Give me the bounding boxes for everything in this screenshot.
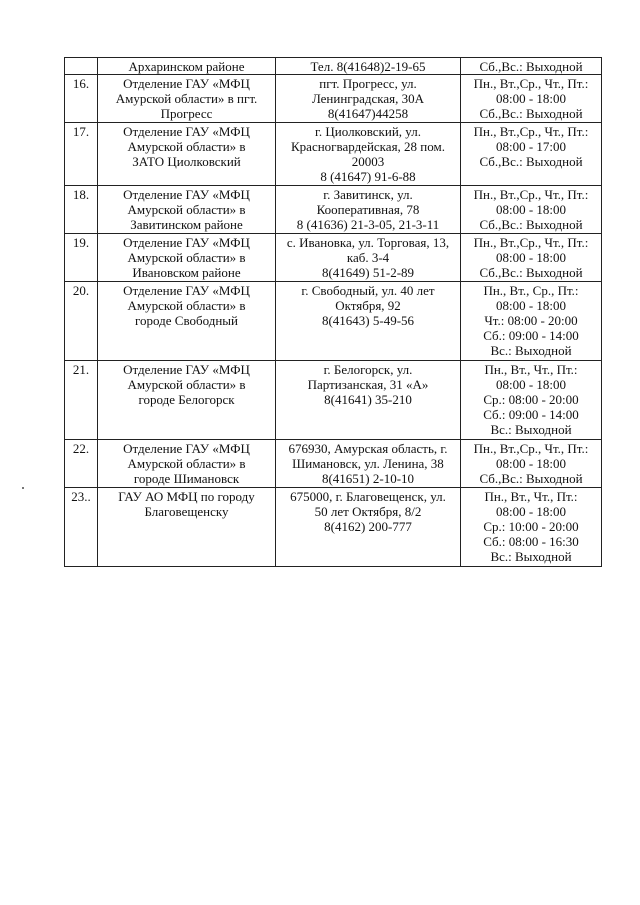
office-address-cell [276, 361, 461, 440]
office-name-line: Отделение ГАУ «МФЦ [123, 441, 250, 456]
table-row [65, 186, 602, 234]
office-hours-line: Пн., Вт.,Ср., Чт., Пт.: [473, 76, 589, 91]
office-name-line: городе Белогорск [138, 392, 235, 407]
office-hours-line: Пн., Вт.,Ср., Чт., Пт.: [473, 124, 589, 139]
row-number [65, 58, 98, 75]
office-hours-line: Вс.: Выходной [490, 549, 572, 564]
row-number: 16. [65, 75, 98, 123]
office-hours-line: Сб.: 09:00 - 14:00 [483, 407, 579, 422]
office-name-line: Амурской области» в [127, 202, 246, 217]
mfc-offices-table [64, 57, 602, 567]
office-hours-line: Пн., Вт., Чт., Пт.: [484, 362, 578, 377]
office-name-line: Отделение ГАУ «МФЦ [123, 283, 250, 298]
office-address-line: 675000, г. Благовещенск, ул. [290, 489, 446, 504]
office-name-line: Отделение ГАУ «МФЦ [123, 124, 250, 139]
table-row [65, 282, 602, 361]
table-row [65, 361, 602, 440]
office-hours-line: Пн., Вт., Ср., Пт.: [483, 283, 579, 298]
office-name-cell [98, 282, 276, 361]
office-hours-line: 08:00 - 18:00 [495, 91, 567, 106]
office-address-line: 20003 [351, 154, 385, 169]
office-address-line: 8(41643) 5-49-56 [321, 313, 415, 328]
office-address-line: 8 (41636) 21-3-05, 21-3-11 [296, 217, 440, 232]
office-hours-line: Сб.,Вс.: Выходной [479, 59, 583, 74]
office-name-cell [98, 234, 276, 282]
office-address-line: 8 (41647) 91-6-88 [320, 169, 416, 184]
office-hours-line: Пн., Вт., Чт., Пт.: [484, 489, 578, 504]
office-name-line: Амурской области» в [127, 377, 246, 392]
office-name-cell [98, 58, 276, 75]
office-name-line: ЗАТО Циолковский [132, 154, 241, 169]
office-hours-line: Ср.: 08:00 - 20:00 [483, 392, 579, 407]
office-name-cell [98, 361, 276, 440]
office-name-cell [98, 488, 276, 567]
office-hours-line: Сб.,Вс.: Выходной [479, 217, 583, 232]
office-hours-line: Сб.,Вс.: Выходной [479, 106, 583, 121]
office-hours-line: Сб.: 09:00 - 14:00 [483, 328, 579, 343]
office-address-line: 8(41647)44258 [327, 106, 409, 121]
office-hours-line: 08:00 - 18:00 [495, 298, 567, 313]
office-hours-line: 08:00 - 18:00 [495, 504, 567, 519]
office-address-cell [276, 58, 461, 75]
office-hours-cell [461, 75, 602, 123]
office-address-line: 8(41649) 51-2-89 [321, 265, 415, 280]
table-body [65, 58, 602, 567]
office-name-line: Благовещенску [144, 504, 229, 519]
office-address-line: Октября, 92 [335, 298, 401, 313]
office-name-cell [98, 123, 276, 186]
office-name-line: городе Шимановск [133, 471, 240, 486]
office-hours-cell [461, 58, 602, 75]
office-address-cell [276, 234, 461, 282]
office-address-line: пгт. Прогресс, ул. [319, 76, 417, 91]
office-address-line: Красногвардейская, 28 пом. [291, 139, 445, 154]
row-number: 20. [65, 282, 98, 361]
table-row [65, 123, 602, 186]
office-name-line: Прогресс [160, 106, 213, 121]
office-address-line: 8(41651) 2-10-10 [321, 471, 415, 486]
office-address-line: Партизанская, 31 «А» [307, 377, 429, 392]
office-address-line: г. Завитинск, ул. [323, 187, 413, 202]
office-hours-line: 08:00 - 17:00 [495, 139, 567, 154]
office-hours-line: 08:00 - 18:00 [495, 456, 567, 471]
table-row [65, 234, 602, 282]
office-hours-line: Чт.: 08:00 - 20:00 [484, 313, 578, 328]
row-number: 22. [65, 440, 98, 488]
office-hours-line: Сб.,Вс.: Выходной [479, 471, 583, 486]
office-name-line: Амурской области» в [127, 298, 246, 313]
office-hours-cell [461, 488, 602, 567]
office-address-line: г. Циолковский, ул. [315, 124, 421, 139]
office-hours-cell [461, 282, 602, 361]
office-name-line: Амурской области» в [127, 456, 246, 471]
office-address-line: г. Белогорск, ул. [323, 362, 413, 377]
office-name-line: Амурской области» в [127, 139, 246, 154]
office-hours-line: Сб.,Вс.: Выходной [479, 265, 583, 280]
office-name-line: городе Свободный [135, 313, 238, 328]
office-address-line: каб. 3-4 [346, 250, 390, 265]
office-name-cell [98, 186, 276, 234]
office-name-line: Отделение ГАУ «МФЦ [123, 362, 250, 377]
office-address-line: Шимановск, ул. Ленина, 38 [292, 456, 444, 471]
office-name-line: Отделение ГАУ «МФЦ [123, 235, 250, 250]
office-name-line: ГАУ АО МФЦ по городу [118, 489, 255, 504]
office-address-line: 8(4162) 200-777 [324, 519, 412, 534]
office-hours-line: 08:00 - 18:00 [495, 202, 567, 217]
office-name-line: Ивановском районе [132, 265, 241, 280]
office-name-line: Отделение ГАУ «МФЦ [123, 187, 250, 202]
office-address-line: Кооперативная, 78 [316, 202, 420, 217]
office-address-line: с. Ивановка, ул. Торговая, 13, [286, 235, 450, 250]
office-name-line: Архаринском районе [128, 59, 245, 74]
row-number: 19. [65, 234, 98, 282]
office-hours-line: Пн., Вт.,Ср., Чт., Пт.: [473, 441, 589, 456]
row-number: 18. [65, 186, 98, 234]
office-hours-line: 08:00 - 18:00 [495, 377, 567, 392]
table-row [65, 75, 602, 123]
office-address-cell [276, 282, 461, 361]
office-address-line: г. Свободный, ул. 40 лет [301, 283, 435, 298]
row-number: 21. [65, 361, 98, 440]
office-hours-line: Сб.: 08:00 - 16:30 [483, 534, 579, 549]
office-hours-line: Пн., Вт.,Ср., Чт., Пт.: [473, 187, 589, 202]
table-row [65, 440, 602, 488]
office-hours-line: Вс.: Выходной [490, 422, 572, 437]
table-row [65, 488, 602, 567]
office-address-cell [276, 186, 461, 234]
office-name-line: Амурской области» в пгт. [115, 91, 258, 106]
office-hours-cell [461, 234, 602, 282]
office-name-cell [98, 440, 276, 488]
office-hours-line: Сб.,Вс.: Выходной [479, 154, 583, 169]
office-name-line: Завитинском районе [130, 217, 243, 232]
scan-speck [22, 487, 24, 489]
office-hours-cell [461, 123, 602, 186]
office-hours-cell [461, 186, 602, 234]
office-address-line: Ленинградская, 30А [311, 91, 425, 106]
office-hours-line: 08:00 - 18:00 [495, 250, 567, 265]
office-name-line: Отделение ГАУ «МФЦ [123, 76, 250, 91]
office-address-line: 8(41641) 35-210 [324, 392, 412, 407]
office-hours-line: Вс.: Выходной [490, 343, 572, 358]
row-number: 17. [65, 123, 98, 186]
office-address-cell [276, 440, 461, 488]
office-name-cell [98, 75, 276, 123]
office-address-line: 676930, Амурская область, г. [288, 441, 448, 456]
office-hours-line: Пн., Вт.,Ср., Чт., Пт.: [473, 235, 589, 250]
office-address-line: 50 лет Октября, 8/2 [314, 504, 422, 519]
office-hours-cell [461, 361, 602, 440]
office-address-line: Тел. 8(41648)2-19-65 [310, 59, 426, 74]
table-row [65, 58, 602, 75]
office-address-cell [276, 75, 461, 123]
row-number: 23.. [65, 488, 98, 567]
office-address-cell [276, 123, 461, 186]
office-hours-cell [461, 440, 602, 488]
office-name-line: Амурской области» в [127, 250, 246, 265]
office-hours-line: Ср.: 10:00 - 20:00 [483, 519, 579, 534]
office-address-cell [276, 488, 461, 567]
